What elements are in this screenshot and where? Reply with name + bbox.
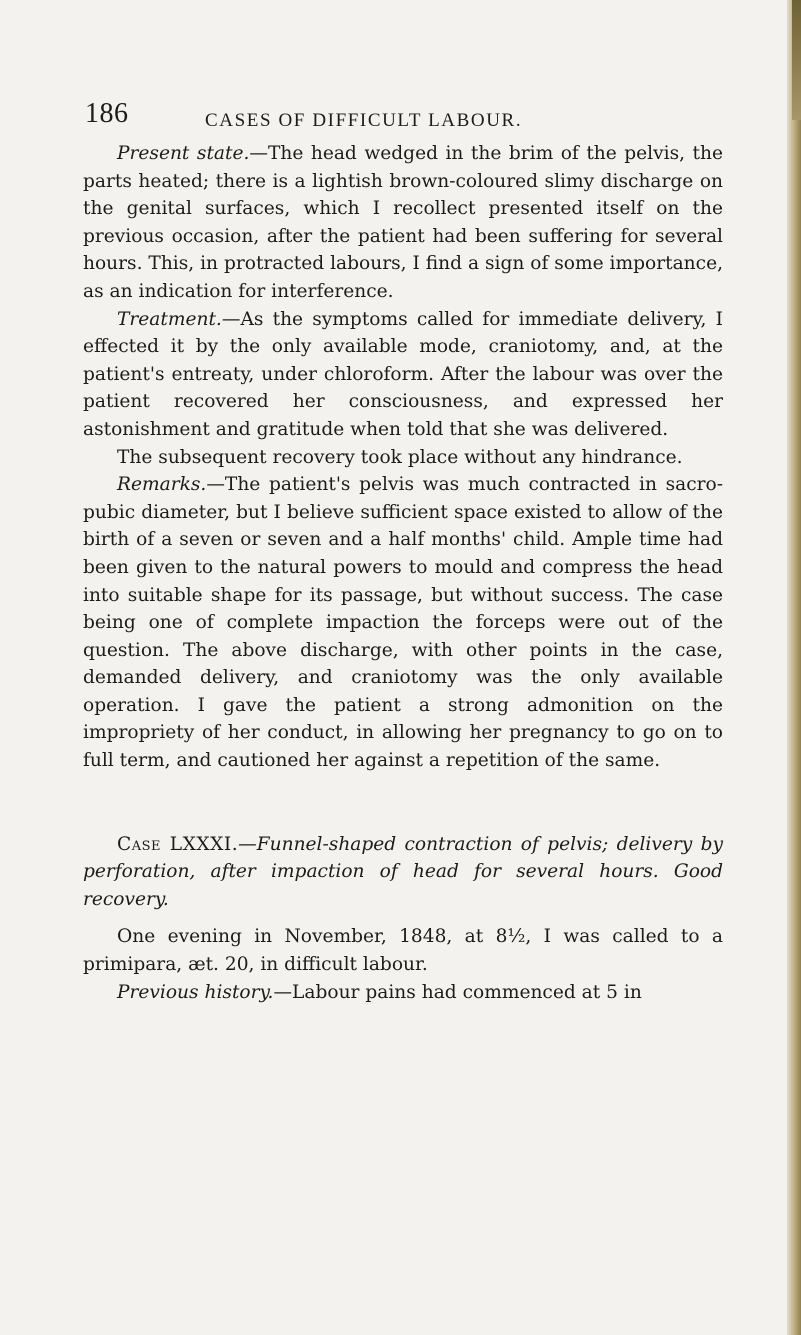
- page-edge-shadow: [792, 0, 801, 120]
- paragraph-remarks: [83, 471, 723, 775]
- paragraph-case-intro: One evening in November, 1848, at 8½, I was called to a primipara, æt. 20, in difficult labour.: [83, 926, 723, 976]
- page-body: [83, 140, 723, 1006]
- case-title: —Funnel-shaped contraction of pelvis; delivery by perforation, after impaction of head for several hours. Good recovery.: [83, 833, 723, 910]
- paragraph-treatment: [83, 306, 723, 444]
- paragraph-label: Previous history.: [117, 981, 274, 1003]
- paragraph-label: Treatment.: [117, 308, 222, 330]
- spacer: [83, 913, 723, 923]
- paragraph-text: —Labour pains had commenced at 5 in: [273, 981, 642, 1003]
- case-number: Case LXXXI.: [117, 833, 239, 855]
- paragraph-text: —The patient's pelvis was much contracted in sacro-pubic diameter, but I believe sufficient space existed to allow of the birth of a seven or seven and a half months' child. Ample time had been given to the natural powers to mould and compress the head into suitable shape for its passage, but without success. The case being one of complete impaction the forceps were out of the question. The above discharge, with other points in the case, demanded delivery, and craniotomy was the only available operation. I gave the patient a strong admonition on the impropriety of her conduct, in allowing her pregnancy to go on to full term, and cautioned her against a repetition of the same.: [83, 474, 723, 772]
- paragraph-previous-history: [83, 979, 723, 1007]
- paragraph-text: —The head wedged in the brim of the pelvis, the parts heated; there is a lightish brown-coloured slimy discharge on the genital surfaces, which I recollect presented itself on the previous occasion, after the patient had been suffering for several hours. This, in protracted labours, I find a sign of some importance, as an indication for interference.: [83, 143, 723, 302]
- paragraph-present-state: [83, 140, 723, 306]
- page-number: 186: [85, 98, 129, 129]
- case-heading: [83, 831, 723, 914]
- paragraph-label: Present state.: [117, 143, 250, 164]
- running-head: CASES OF DIFFICULT LABOUR.: [205, 110, 523, 131]
- paragraph-recovery: The subsequent recovery took place without any hindrance.: [117, 446, 683, 468]
- paragraph-text: —As the symptoms called for immediate delivery, I effected it by the only available mode, craniotomy, and, at the patient's entreaty, under chloroform. After the labour was over the patient recovered her consciousness, and expressed her astonishment and gratitude when told that she was delivered.: [83, 308, 723, 440]
- paragraph-label: Remarks.: [117, 474, 207, 496]
- page-edge: [787, 0, 801, 1335]
